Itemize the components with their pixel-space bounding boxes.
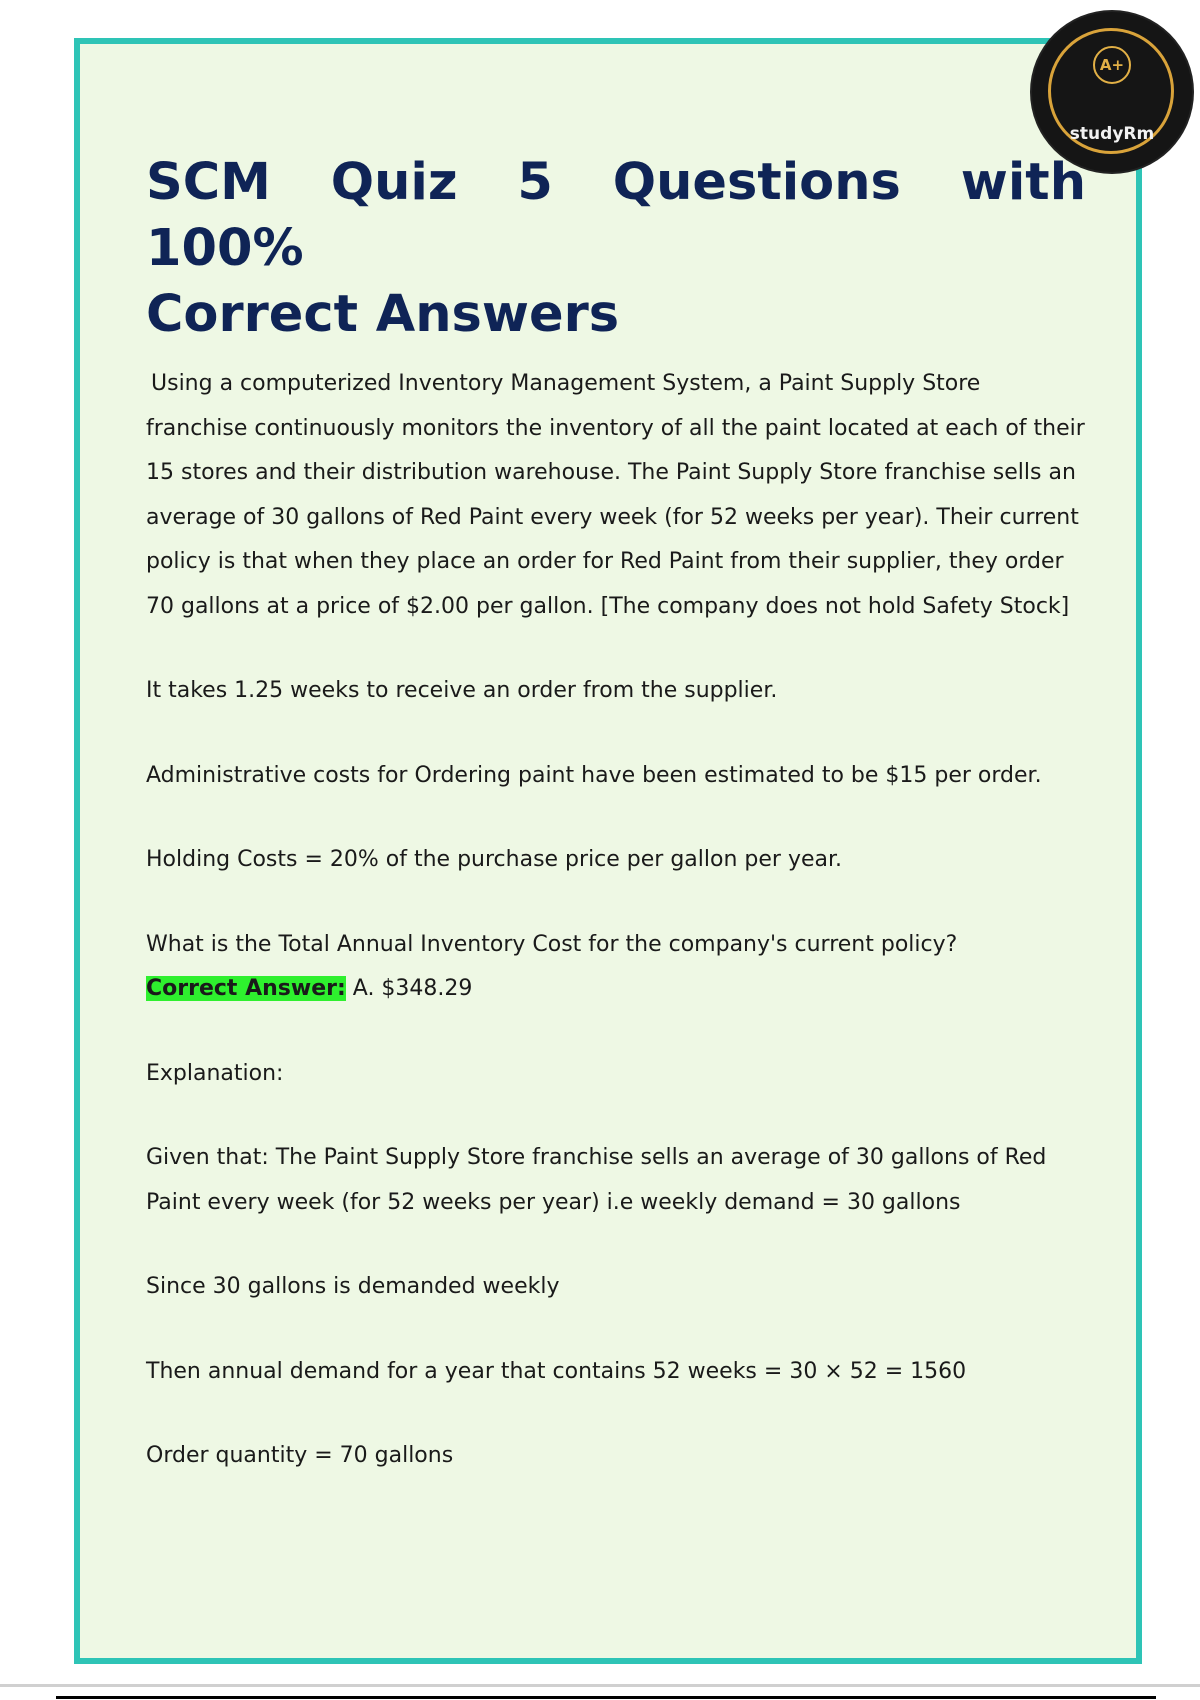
page-divider [0, 1684, 1200, 1687]
logo-text: studyRm [1069, 124, 1155, 144]
annual-demand-text: Then annual demand for a year that contains 52 weeks = 30 × 52 = 1560 [146, 1358, 967, 1384]
question: What is the Total Annual Inventory Cost for the company's current policy? [146, 931, 958, 957]
document-content [146, 150, 1086, 1479]
title-line-1: SCM Quiz 5 Questions with 100% [146, 153, 1086, 278]
page-title [146, 150, 1086, 348]
question-intro: Using a computerized Inventory Management System, a Paint Supply Store franchise continuously monitors the inventory of all the paint located at each of their 15 stores and their distribution warehouse. The Paint Supply Store franchise sells an average of 30 gallons of Red Paint every week (for 52 weeks per year). Their current policy is that when they place an order for Red Paint from their supplier, they order 70 gallons at a price of $2.00 per gallon. [The company does not hold Safety Stock] [146, 371, 1085, 619]
holding-costs-text: Holding Costs = 20% of the purchase price per gallon per year. [146, 847, 842, 872]
given-text: Given that: The Paint Supply Store franchise sells an average of 30 gallons of Red Paint every week (for 52 weeks per year) i.e weekly demand = 30 gallons [146, 1145, 1047, 1215]
studyrm-logo [1032, 12, 1192, 172]
correct-answer-label: Correct Answer: [146, 976, 346, 1001]
lead-time-text: It takes 1.25 weeks to receive an order from the supplier. [146, 678, 778, 703]
page-divider-dark [56, 1696, 1156, 1699]
since-text: Since 30 gallons is demanded weekly [146, 1274, 560, 1299]
explanation-heading: Explanation: [146, 1060, 284, 1086]
lightbulb-icon [1032, 46, 1192, 84]
logo-badge: A+ [1093, 46, 1131, 84]
order-quantity-text: Order quantity = 70 gallons [146, 1443, 454, 1468]
correct-answer-value: A. $348.29 [345, 976, 473, 1001]
question-text [146, 923, 1086, 1012]
admin-costs-text: Administrative costs for Ordering paint have been estimated to be $15 per order. [146, 762, 1042, 788]
title-line-2: Correct Answers [146, 285, 620, 344]
